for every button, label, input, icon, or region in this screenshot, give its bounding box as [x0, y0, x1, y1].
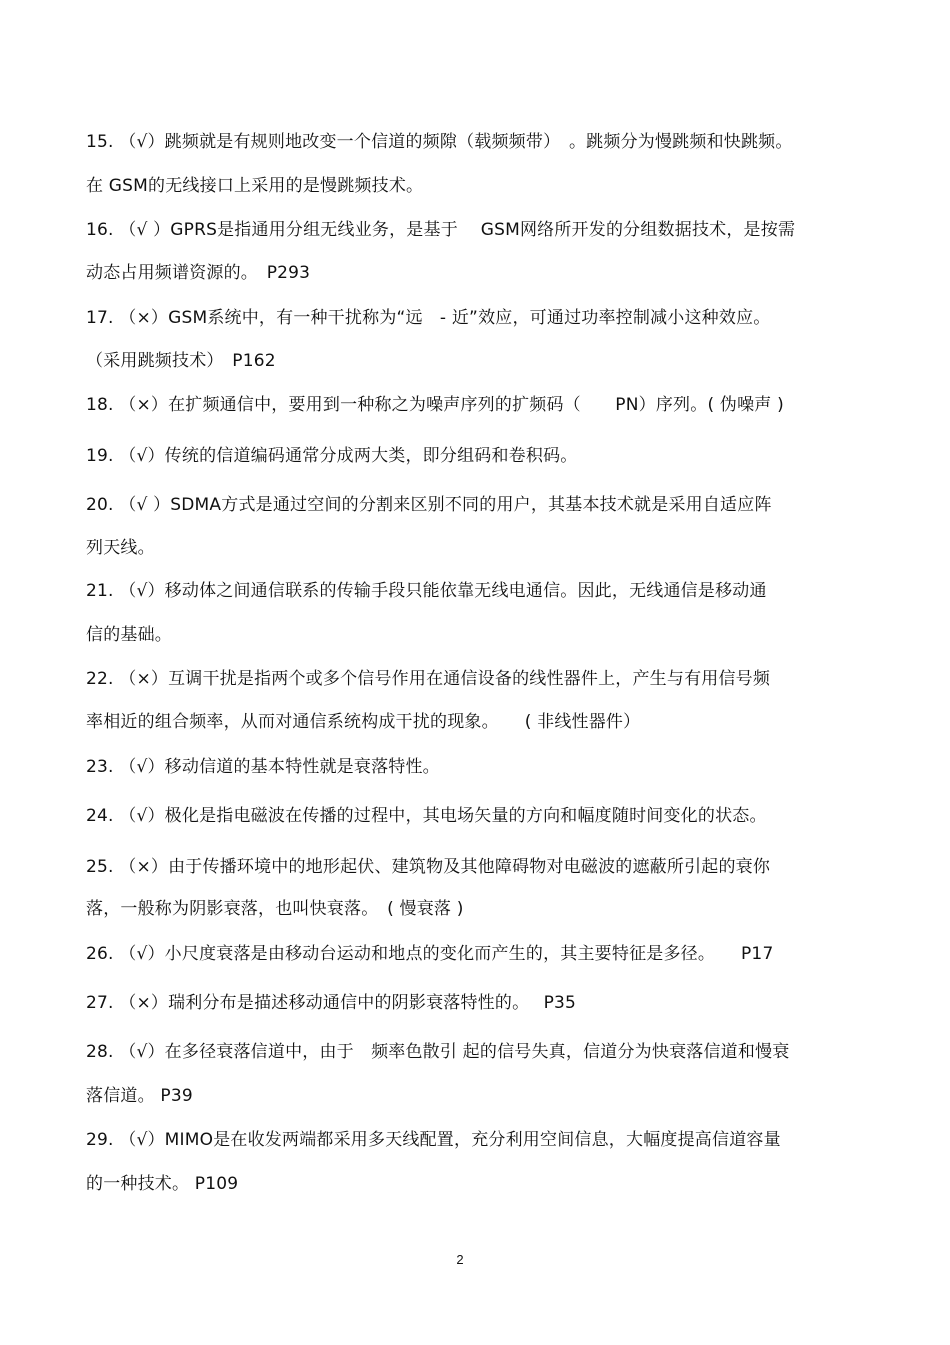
text-line: 18. （×）在扩频通信中，要用到一种称之为噪声序列的扩频码（ PN）序列。( 伪噪声 ) [86, 395, 784, 415]
text-line: 率相近的组合频率，从而对通信系统构成干扰的现象。 ( 非线性器件） [86, 712, 641, 732]
text-line: 17. （×）GSM系统中，有一种干扰称为“远 - 近”效应，可通过功率控制减小这种效应。 [86, 308, 771, 328]
text-line: （采用跳频技术） P162 [86, 351, 276, 371]
text-line: 29. （√）MIMO是在收发两端都采用多天线配置，充分利用空间信息，大幅度提高信道容量 [86, 1130, 781, 1150]
text-line: 27. （×）瑞利分布是描述移动通信中的阴影衰落特性的。 P35 [86, 993, 577, 1013]
text-line: 信的基础。 [86, 625, 172, 645]
text-line: 15. （√）跳频就是有规则地改变一个信道的频隙（载频频带） 。跳频分为慢跳频和快跳频。 [86, 132, 793, 152]
text-line: 16. （√ ）GPRS是指通用分组无线业务，是基于 GSM网络所开发的分组数据技术，是按需 [86, 220, 796, 240]
text-line: 26. （√）小尺度衰落是由移动台运动和地点的变化而产生的，其主要特征是多径。 P17 [86, 944, 774, 964]
text-line: 23. （√）移动信道的基本特性就是衰落特性。 [86, 757, 440, 777]
text-line: 落信道。 P39 [86, 1086, 193, 1106]
text-line: 19. （√）传统的信道编码通常分成两大类，即分组码和卷积码。 [86, 446, 578, 466]
text-line: 的一种技术。 P109 [86, 1174, 239, 1194]
text-line: 在 GSM的无线接口上采用的是慢跳频技术。 [86, 176, 424, 196]
text-line: 落，一般称为阴影衰落，也叫快衰落。 ( 慢衰落 ) [86, 899, 464, 919]
text-line: 28. （√）在多径衰落信道中，由于 频率色散引 起的信号失真，信道分为快衰落信道和慢衰 [86, 1042, 790, 1062]
text-line: 20. （√ ）SDMA方式是通过空间的分割来区别不同的用户，其基本技术就是采用自适应阵 [86, 495, 772, 515]
text-line: 列天线。 [86, 538, 155, 558]
text-line: 24. （√）极化是指电磁波在传播的过程中，其电场矢量的方向和幅度随时间变化的状态。 [86, 806, 767, 826]
text-line: 25. （×）由于传播环境中的地形起伏、建筑物及其他障碍物对电磁波的遮蔽所引起的衰你 [86, 857, 771, 877]
text-line: 22. （×）互调干扰是指两个或多个信号作用在通信设备的线性器件上，产生与有用信号频 [86, 669, 771, 689]
page-number: 2 [456, 1252, 464, 1267]
text-line: 动态占用频谱资源的。 P293 [86, 263, 311, 283]
text-line: 21. （√）移动体之间通信联系的传输手段只能依靠无线电通信。因此，无线通信是移动通 [86, 581, 767, 601]
